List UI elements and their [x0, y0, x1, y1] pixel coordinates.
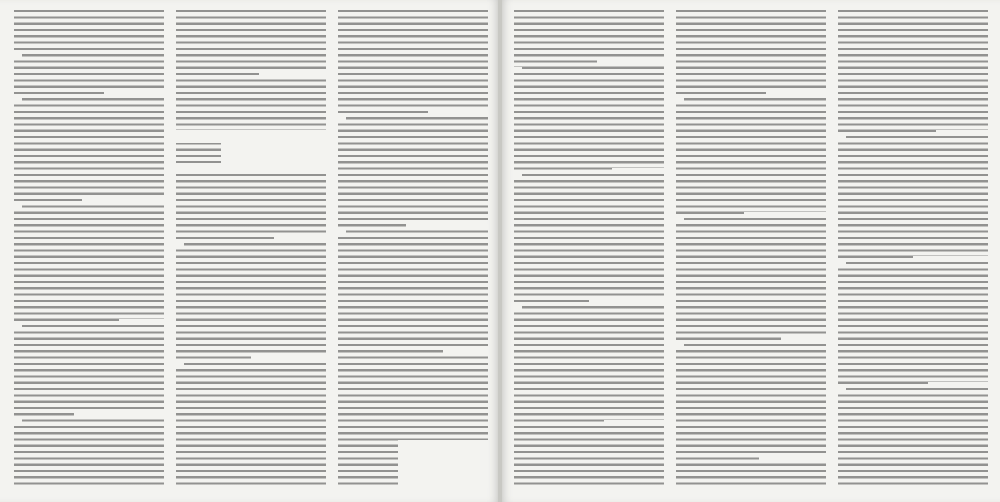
left-page-column-3: [338, 10, 488, 488]
left-page: [0, 0, 498, 502]
left-page-column-1: [14, 10, 164, 488]
right-page: [502, 0, 1000, 502]
left-page-column-2: [176, 10, 326, 488]
right-page-column-1: [514, 10, 664, 488]
right-page-column-3: [838, 10, 988, 488]
right-page-column-2: [676, 10, 826, 488]
